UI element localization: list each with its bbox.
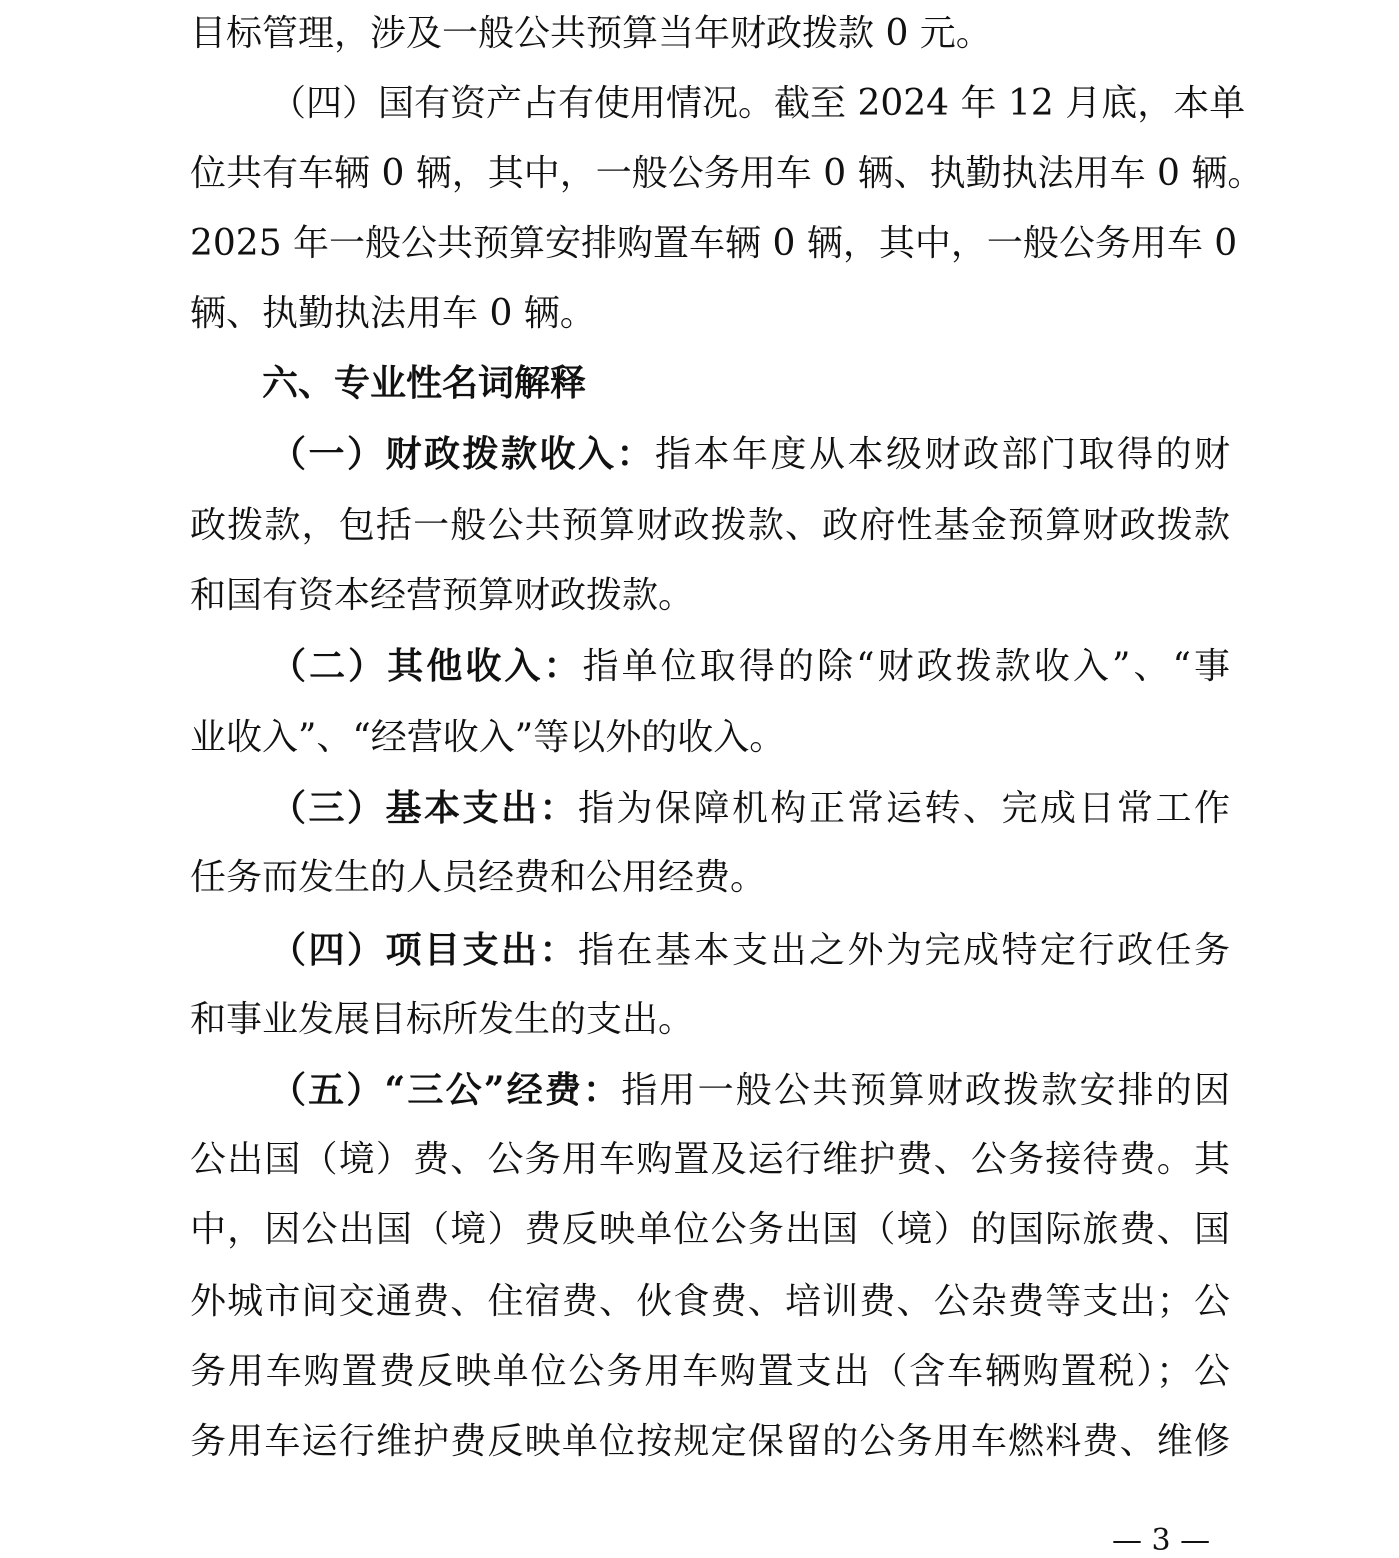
text-line: 和国有资本经营预算财政拨款。 [190,575,695,616]
term-definition: 指在基本支出之外为完成特定行政任务 [578,930,1230,971]
text-line: 中，因公出国（境）费反映单位公务出国（境）的国际旅费、国 [190,1209,1230,1250]
term-definition: 指为保障机构正常运转、完成日常工作 [578,788,1230,829]
paragraph-first-line [270,1068,1230,1112]
paragraph-first-line [270,928,1230,972]
term-definition: 指用一般公共预算财政拨款安排的因 [621,1070,1230,1111]
text-line: 外城市间交通费、住宿费、伙食费、培训费、公杂费等支出；公 [190,1281,1230,1322]
text-line: 任务而发生的人员经费和公用经费。 [190,857,767,898]
term-label: （三）基本支出： [270,787,578,829]
term-definition: 指本年度从本级财政部门取得的财 [655,434,1230,475]
term-definition: 指单位取得的除“财政拨款收入”、“事 [582,646,1230,687]
paragraph-first-line [270,786,1230,830]
term-label: （五）“三公”经费： [270,1069,622,1111]
paragraph-first-line [270,644,1230,688]
text-line: 位共有车辆 0 辆，其中，一般公务用车 0 辆、执勤执法用车 0 辆。 [190,153,1264,194]
section-heading: 六、专业性名词解释 [262,363,587,404]
text-line: 业收入”、“经营收入”等以外的收入。 [190,717,786,758]
text-line: 2025 年一般公共预算安排购置车辆 0 辆，其中，一般公务用车 0 [190,223,1238,264]
text-line: 辆、执勤执法用车 0 辆。 [190,293,596,334]
term-label: （四）项目支出： [270,929,578,971]
term-label: （二）其他收入： [270,645,583,687]
page-number: — 3 — [1112,1523,1211,1558]
text-line: 目标管理，涉及一般公共预算当年财政拨款 0 元。 [190,13,992,54]
text-line: （四）国有资产占有使用情况。截至 2024 年 12 月底，本单 [270,83,1246,124]
text-line: 政拨款，包括一般公共预算财政拨款、政府性基金预算财政拨款 [190,505,1230,546]
text-line: 和事业发展目标所发生的支出。 [190,999,695,1040]
text-line: 务用车运行维护费反映单位按规定保留的公务用车燃料费、维修 [190,1421,1230,1462]
term-label: （一）财政拨款收入： [270,433,655,475]
text-line: 公出国（境）费、公务用车购置及运行维护费、公务接待费。其 [190,1139,1230,1180]
paragraph-first-line [270,432,1230,476]
text-line: 务用车购置费反映单位公务用车购置支出（含车辆购置税）；公 [190,1351,1230,1392]
